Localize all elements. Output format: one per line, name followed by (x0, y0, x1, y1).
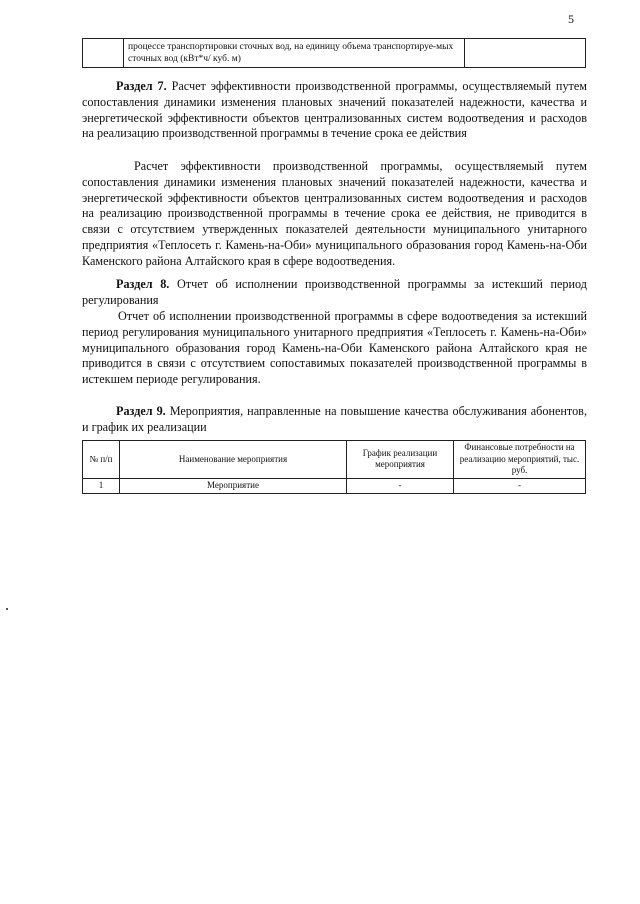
section7-heading (82, 79, 587, 142)
section8-body: Отчет об исполнении производственной программы в сфере водоотведения за истекший период регулирования муниципального унитарного предприятия «Теплосеть г. Камень-на-Оби» муниципального образования город Камень-на-Оби Каменского района Алтайского края не приводится в связи с отсутствием сопоставимых показателей производственной программы в истекшем периоде регулирования. (82, 309, 587, 387)
table-cell-schedule: - (347, 478, 454, 493)
section7-label: Раздел 7. (116, 79, 167, 93)
continued-indicator-table (82, 38, 586, 68)
column-header-measure-name: Наименование мероприятия (120, 441, 347, 479)
section9-title: Мероприятия, направленные на повышение качества обслуживания абонентов, и график их реализации (82, 404, 587, 434)
table-cell-measure-name: Мероприятие (120, 478, 347, 493)
section8-title: Отчет об исполнении производственной программы за истекший период регулирования (82, 277, 587, 307)
column-header-number: № п/п (83, 441, 120, 479)
page-number: 5 (568, 12, 574, 26)
table-cell-empty (465, 39, 586, 68)
scan-speck (6, 608, 8, 610)
table-row (83, 39, 586, 68)
table-cell-empty (83, 39, 124, 68)
table-cell-number: 1 (83, 478, 120, 493)
table-cell-indicator: процессе транспортировки сточных вод, на единицу объема транспортируе-мых сточных вод (кВт*ч/ куб. м) (124, 39, 465, 68)
column-header-schedule: График реализации мероприятия (347, 441, 454, 479)
section9-label: Раздел 9. (116, 404, 166, 418)
section7-title: Расчет эффективности производственной программы, осуществляемый путем сопоставления динамики изменения плановых значений показателей надежности, качества и энергетической эффективности объектов централизованных систем водоотведения и расходов на реализацию производственной программы в течение срока ее действия (82, 79, 587, 141)
table-row (83, 478, 586, 493)
column-header-financing: Финансовые потребности на реализацию мероприятий, тыс. руб. (454, 441, 586, 479)
table-header-row (83, 441, 586, 479)
section7-body: Расчет эффективности производственной программы, осуществляемый путем сопоставления динамики изменения плановых значений показателей надежности, качества и энергетической эффективности объектов централизованных систем водоотведения и расходов на реализацию производственной программы в течение срока ее действия, не приводится в связи с отсутствием утвержденных показателей деятельности муниципального унитарного предприятия «Теплосеть г. Камень-на-Оби» муниципального образования город Камень-на-Оби Каменского района Алтайского края в сфере водоотведения. (82, 159, 587, 268)
measures-table (82, 440, 586, 494)
table-cell-financing: - (454, 478, 586, 493)
section8-heading (82, 277, 587, 309)
section9-heading (82, 404, 587, 436)
section8-label: Раздел 8. (116, 277, 170, 291)
